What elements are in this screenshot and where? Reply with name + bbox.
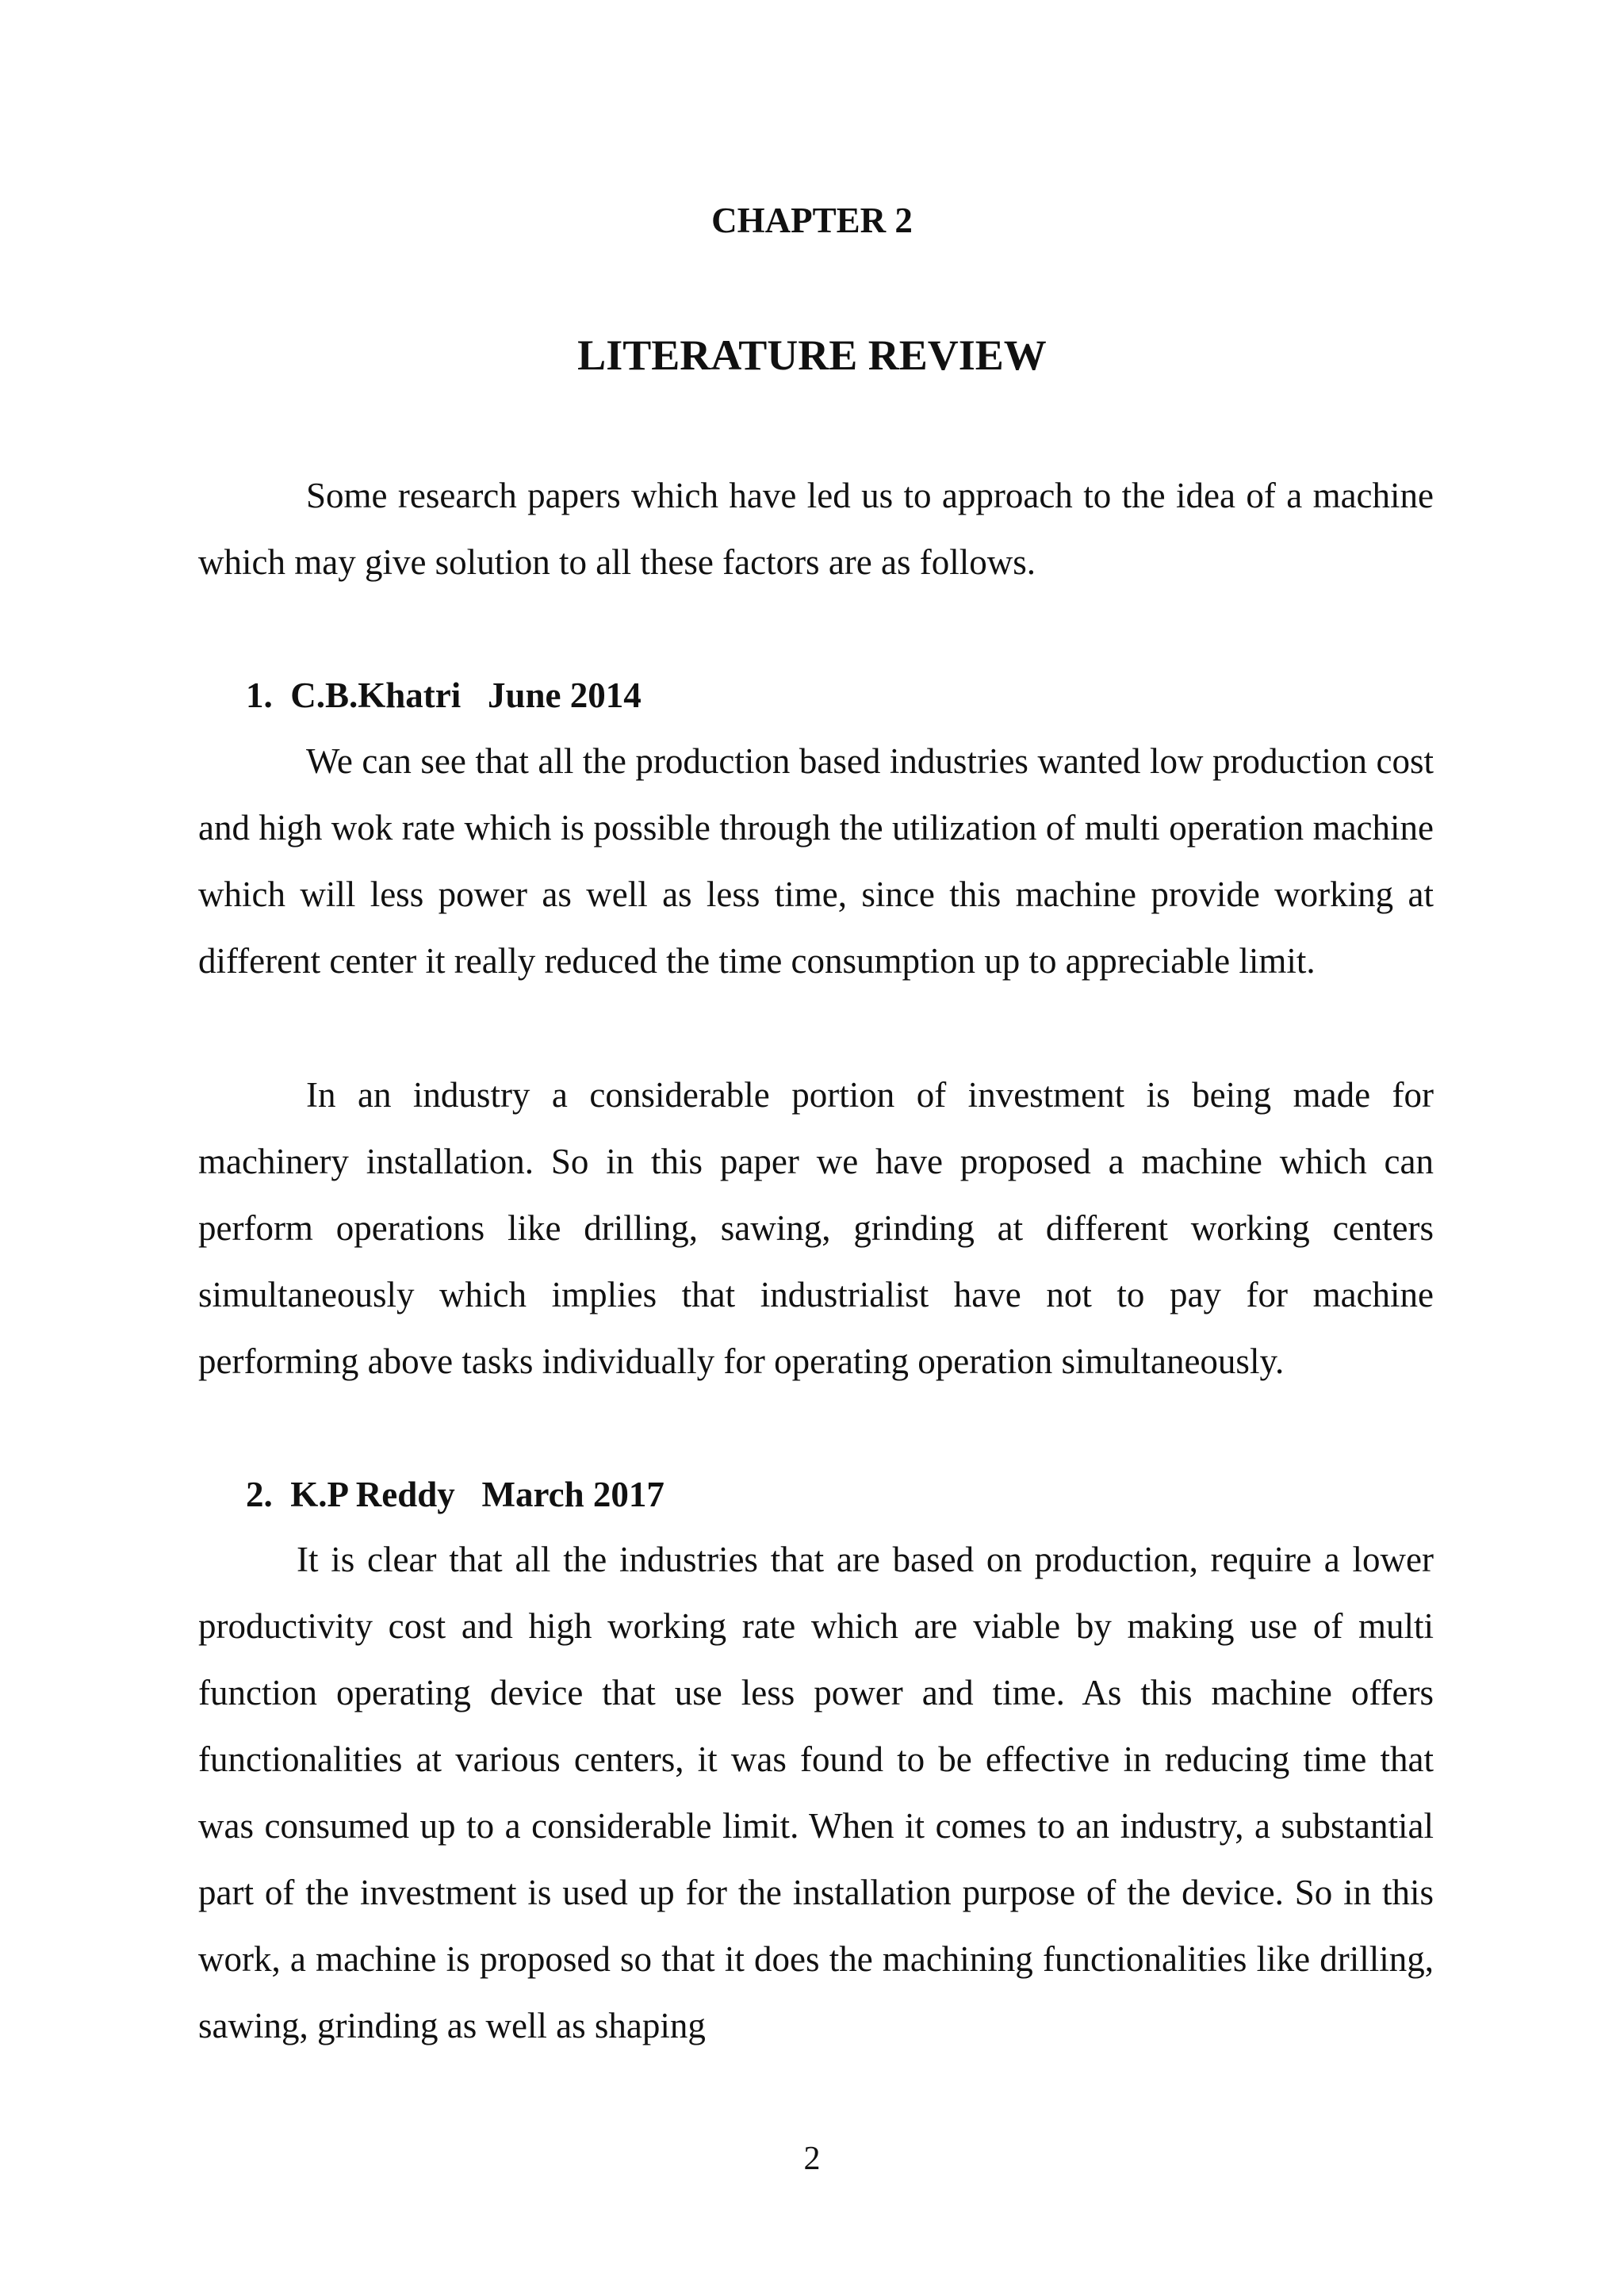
reference-heading: 2. K.P Reddy March 2017 bbox=[246, 1475, 665, 1514]
chapter-title: LITERATURE REVIEW bbox=[577, 331, 1047, 379]
reference-paragraph: We can see that all the production based industries wanted low production cost and high wok rate which is possible through the utilization of multi operation machine which will less power as well as less time, since this machine provide working at different center it really reduced the time consumption up to appreciable limit. bbox=[198, 741, 1434, 981]
reference-paragraph: In an industry a considerable portion of investment is being made for machinery installation. So in this paper we have proposed a machine which can perform operations like drilling, sawing, grinding at different working centers simultaneously which implies that industrialist have not to pay for machine performing above tasks individually for operating operation simultaneously. bbox=[198, 1075, 1434, 1381]
intro-paragraph: Some research papers which have led us to approach to the idea of a machine which may give solution to all these factors are as follows. bbox=[198, 476, 1434, 582]
reference-heading: 1. C.B.Khatri June 2014 bbox=[246, 675, 642, 715]
chapter-label: CHAPTER 2 bbox=[711, 201, 913, 240]
page-number: 2 bbox=[803, 2141, 821, 2177]
reference-paragraph: It is clear that all the industries that are based on production, require a lower productivity cost and high working rate which are viable by making use of multi function operating device that use less power and time. As this machine offers functionalities at various centers, it was found to be effective in reducing time that was consumed up to a considerable limit. When it comes to an industry, a substantial part of the investment is used up for the installation purpose of the device. So in this work, a machine is proposed so that it does the machining functionalities like drilling, sawing, grinding as well as shaping bbox=[198, 1540, 1434, 2045]
